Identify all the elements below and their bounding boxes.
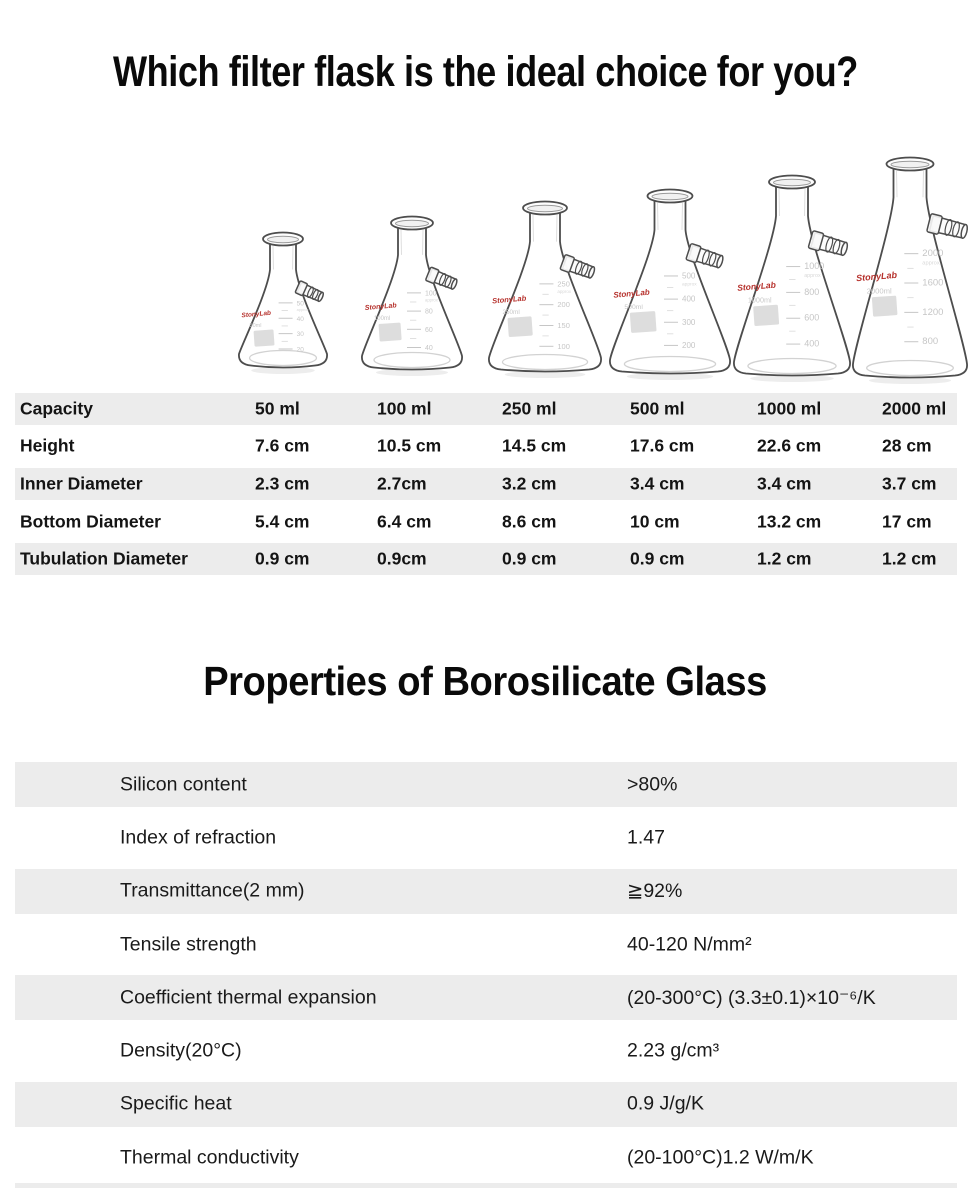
flask-body	[734, 185, 850, 376]
graduation-label: 40	[296, 315, 304, 323]
cell-value: 17.6 cm	[630, 435, 695, 456]
filter-flask-500ml	[610, 190, 730, 381]
filter-flask-250ml	[489, 202, 601, 379]
brand-print: StonyLab	[736, 279, 777, 293]
cell-value: 10 cm	[630, 511, 680, 532]
cell-value: 2.7cm	[377, 473, 427, 494]
cell-value: 1000 ml	[757, 398, 822, 419]
label-patch	[630, 311, 657, 333]
page-title-text: Which filter flask is the ideal choice for you?	[112, 48, 858, 96]
row-label: Inner Diameter	[20, 473, 143, 494]
capacity-print: 500ml	[624, 303, 643, 311]
property-label: Thermal conductivity	[120, 1146, 299, 1169]
graduation-label: 400	[804, 338, 820, 349]
graduation-label: 50	[296, 300, 304, 308]
capacity-print: 250ml	[502, 308, 520, 316]
cell-value: 250 ml	[502, 398, 557, 419]
row-label: Bottom Diameter	[20, 511, 161, 532]
section-title	[0, 658, 970, 705]
brand-print: StonyLab	[612, 287, 651, 300]
cell-value: 50 ml	[255, 398, 300, 419]
cell-value: 28 cm	[882, 435, 932, 456]
property-label: Coefficient thermal expansion	[120, 986, 377, 1009]
row-label: Height	[20, 435, 75, 456]
table-row	[15, 1078, 957, 1131]
cell-value: 1.2 cm	[757, 548, 812, 569]
graduation-label: 100	[425, 290, 437, 298]
graduation-label: 1000	[804, 261, 825, 272]
cell-value: 3.2 cm	[502, 473, 557, 494]
approx-label: approx	[557, 289, 572, 295]
filter-flask-lineup-image	[0, 0, 970, 400]
graduation-label: 80	[425, 308, 433, 316]
filter-flask-100ml	[362, 217, 462, 377]
cell-value: 8.6 cm	[502, 511, 557, 532]
property-value: 2.23 g/cm³	[627, 1039, 720, 1062]
cell-value: 17 cm	[882, 511, 932, 532]
capacity-print: 2000ml	[866, 286, 892, 296]
cell-value: 13.2 cm	[757, 511, 822, 532]
graduation-label: 800	[922, 336, 939, 348]
graduation-label: 200	[682, 340, 696, 350]
property-label: Transmittance(2 mm)	[120, 879, 305, 902]
table-row	[15, 428, 957, 466]
filter-flask-2000ml	[853, 158, 969, 385]
cell-value: 3.4 cm	[630, 473, 685, 494]
table-row	[15, 971, 957, 1024]
property-value: (20-300°C) (3.3±0.1)×10⁻⁶/K	[627, 986, 876, 1009]
property-label: Silicon content	[120, 773, 247, 796]
row-label: Capacity	[20, 398, 93, 419]
next-row-edge	[15, 1183, 957, 1188]
cell-value: 3.4 cm	[757, 473, 812, 494]
graduation-label: 300	[682, 317, 696, 327]
graduation-label: 2000	[922, 248, 944, 260]
cell-value: 0.9cm	[377, 548, 427, 569]
table-row	[15, 503, 957, 541]
approx-label: approx	[425, 297, 438, 303]
cell-value: 0.9 cm	[502, 548, 557, 569]
flask-body	[489, 211, 601, 372]
graduation-label: 40	[425, 345, 433, 353]
cell-value: 14.5 cm	[502, 435, 567, 456]
cell-value: 2000 ml	[882, 398, 947, 419]
flask-body	[610, 199, 730, 374]
label-patch	[507, 316, 532, 337]
table-row	[15, 540, 957, 578]
label-patch	[379, 322, 402, 341]
table-row	[15, 865, 957, 918]
cell-value: 10.5 cm	[377, 435, 442, 456]
approx-label: approx	[804, 273, 821, 280]
property-value: (20-100°C)1.2 W/m/K	[627, 1146, 814, 1169]
approx-label: approx	[922, 260, 940, 267]
approx-label: approx	[682, 282, 697, 288]
cell-value: 1.2 cm	[882, 548, 937, 569]
property-value: 40-120 N/mm²	[627, 933, 752, 956]
capacity-print: 1000ml	[747, 295, 772, 305]
brand-print: StonyLab	[364, 302, 397, 313]
filter-flask-1000ml	[734, 176, 850, 383]
cell-value: 22.6 cm	[757, 435, 822, 456]
property-value: ≧92%	[627, 880, 683, 903]
brand-print: StonyLab	[241, 309, 272, 320]
graduation-label: 150	[557, 320, 570, 330]
property-label: Density(20°C)	[120, 1039, 242, 1062]
cell-value: 7.6 cm	[255, 435, 310, 456]
cell-value: 0.9 cm	[255, 548, 310, 569]
graduation-label: 20	[296, 346, 304, 354]
property-label: Tensile strength	[120, 933, 257, 956]
property-value: 0.9 J/g/K	[627, 1092, 704, 1115]
graduation-label: 250	[557, 279, 570, 289]
graduation-label: 600	[804, 312, 820, 323]
graduation-label: 30	[296, 331, 304, 339]
cell-value: 5.4 cm	[255, 511, 310, 532]
property-label: Specific heat	[120, 1092, 232, 1115]
table-row	[15, 758, 957, 811]
cell-value: 3.7 cm	[882, 473, 937, 494]
brand-print: StonyLab	[855, 269, 898, 284]
filter-flask-50ml	[239, 233, 327, 375]
brand-print: StonyLab	[491, 293, 527, 306]
borosilicate-properties-table	[15, 758, 957, 1184]
graduation-label: 800	[804, 286, 820, 297]
flask-spec-table	[15, 390, 957, 578]
capacity-print: 50ml	[249, 322, 262, 329]
label-patch	[872, 296, 898, 317]
graduation-label: 100	[557, 341, 570, 351]
graduation-label: 200	[557, 300, 570, 310]
cell-value: 0.9 cm	[630, 548, 685, 569]
table-row	[15, 465, 957, 503]
property-label: Index of refraction	[120, 826, 277, 849]
graduation-label: 1200	[922, 306, 944, 318]
table-row	[15, 390, 957, 428]
approx-label: approx	[296, 307, 309, 313]
property-value: >80%	[627, 773, 678, 796]
graduation-label: 60	[425, 326, 433, 334]
table-row	[15, 918, 957, 971]
cell-value: 100 ml	[377, 398, 432, 419]
label-patch	[753, 305, 779, 326]
table-row	[15, 811, 957, 864]
capacity-print: 100ml	[374, 316, 391, 323]
label-patch	[254, 329, 275, 346]
table-row	[15, 1024, 957, 1077]
graduation-label: 400	[682, 294, 696, 304]
cell-value: 6.4 cm	[377, 511, 432, 532]
cell-value: 500 ml	[630, 398, 685, 419]
row-label: Tubulation Diameter	[20, 548, 188, 569]
table-row	[15, 1131, 957, 1184]
cell-value: 2.3 cm	[255, 473, 310, 494]
section-title-text: Properties of Borosilicate Glass	[203, 658, 767, 704]
graduation-label: 500	[682, 271, 696, 281]
property-value: 1.47	[627, 826, 665, 849]
graduation-label: 1600	[922, 277, 944, 289]
